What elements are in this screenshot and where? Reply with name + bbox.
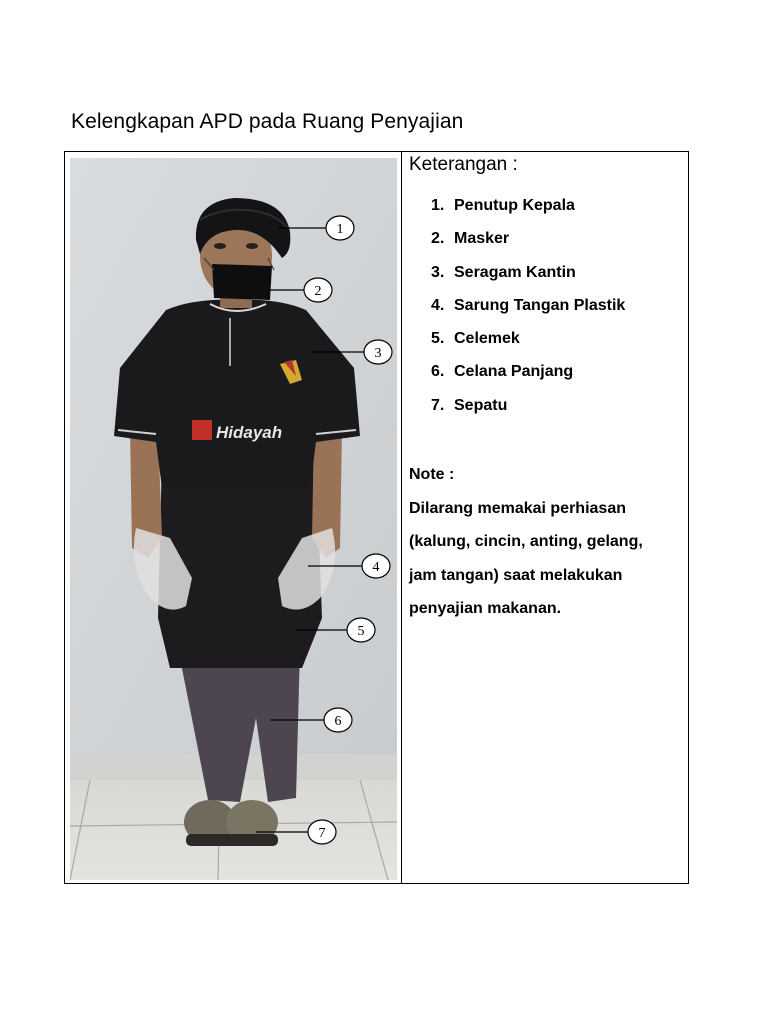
list-item: 4. Sarung Tangan Plastik — [431, 296, 626, 314]
legend-list — [431, 194, 625, 427]
list-item: 5. Celemek — [431, 330, 520, 348]
callout-7: 7 — [318, 826, 326, 841]
legend-heading: Keterangan : — [409, 154, 518, 175]
note-heading: Note : — [409, 466, 455, 483]
table-divider — [401, 151, 402, 884]
callout-2: 2 — [314, 284, 322, 299]
callout-1: 1 — [336, 222, 344, 237]
callout-3: 3 — [374, 346, 382, 361]
legend-panel — [409, 152, 684, 617]
callout-6: 6 — [334, 714, 342, 729]
callout-4: 4 — [372, 560, 380, 575]
list-item: 7. Sepatu — [431, 396, 508, 414]
list-item: 1. Penutup Kepala — [431, 197, 575, 214]
uniform-photo — [70, 158, 397, 880]
page-title: Kelengkapan APD pada Ruang Penyajian — [71, 110, 464, 133]
list-item: 6. Celana Panjang — [431, 363, 574, 381]
note-block — [409, 458, 684, 626]
list-item: 2. Masker — [431, 230, 510, 248]
note-line: penyajian makanan. — [409, 600, 562, 617]
face-mask — [212, 264, 272, 300]
note-line: Dilarang memakai perhiasan — [409, 499, 626, 517]
note-line: jam tangan) saat melakukan — [409, 566, 623, 584]
callout-5: 5 — [357, 624, 365, 639]
shirt-logo-text: Hidayah — [216, 423, 283, 442]
list-item: 3. Seragam Kantin — [431, 263, 576, 281]
note-line: (kalung, cincin, anting, gelang, — [409, 533, 643, 550]
